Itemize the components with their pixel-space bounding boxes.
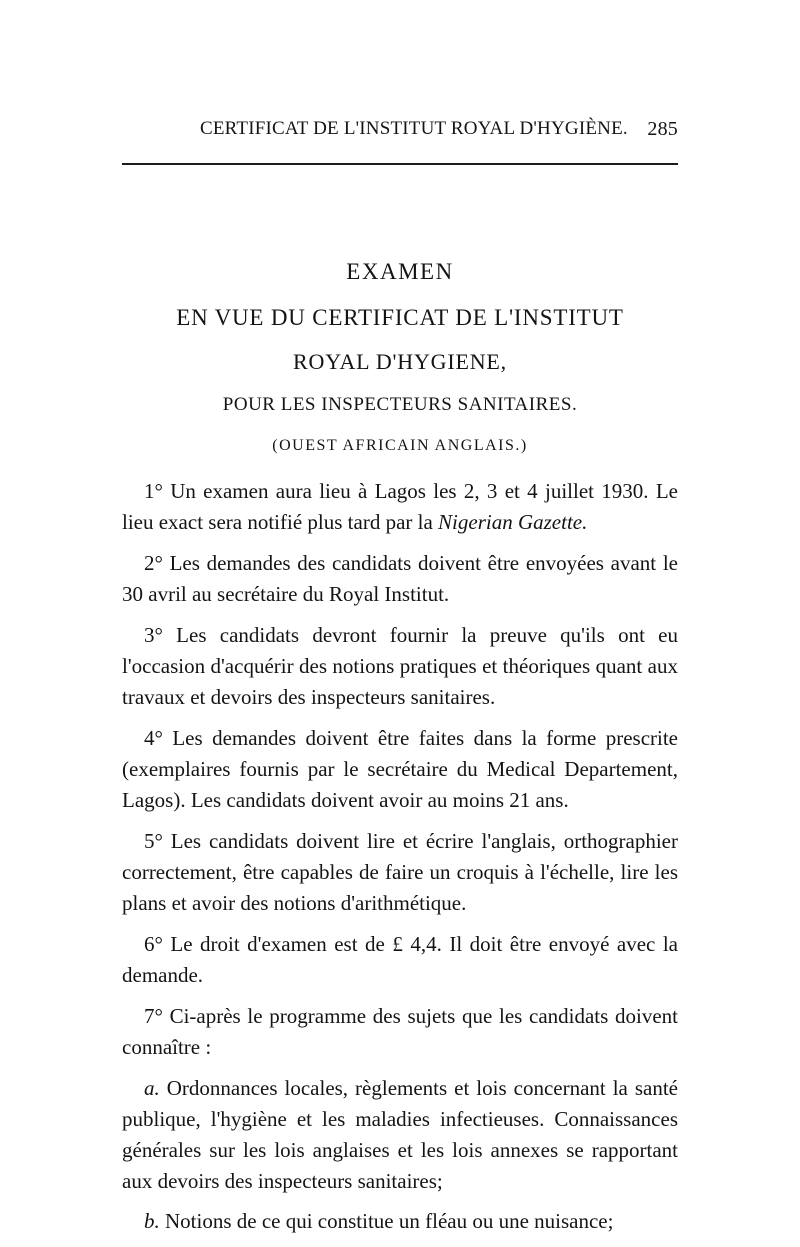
paragraph-6: 6° Le droit d'examen est de £ 4,4. Il doit être envoyé avec la demande.	[122, 932, 678, 987]
title-region: (OUEST AFRICAIN ANGLAIS.)	[272, 437, 528, 454]
paragraph-1	[122, 476, 678, 538]
title-examen: EXAMEN	[346, 259, 454, 284]
running-title: CERTIFICAT DE L'INSTITUT ROYAL D'HYGIÈNE.	[200, 118, 628, 139]
paragraph-3: 3° Les candidats devront fournir la preuve qu'ils ont eu l'occasion d'acquérir des notions pratiques et théoriques quant aux travaux et devoirs des inspecteurs sanitaires.	[122, 623, 678, 709]
section-title-block	[122, 248, 678, 466]
paragraph-a	[122, 1073, 678, 1197]
title-inspecteurs: POUR LES INSPECTEURS SANITAIRES.	[222, 394, 578, 415]
gazette-name: Nigerian Gazette.	[438, 510, 588, 534]
page-number: 285	[647, 118, 678, 140]
paragraph-2: 2° Les demandes des candidats doivent être envoyées avant le 30 avril au secrétaire du Royal Institut.	[122, 551, 678, 606]
paragraph-a-text: Ordonnances locales, règlements et lois concernant la santé publique, l'hygiène et les maladies infectieuses. Connaissances générales sur les lois anglaises et les lois annexes se rapportant aux devoirs des inspecteurs sanitaires;	[122, 1076, 678, 1193]
item-letter-b: b.	[144, 1209, 160, 1233]
title-certificat: EN VUE DU CERTIFICAT DE L'INSTITUT	[176, 305, 624, 330]
paragraph-5: 5° Les candidats doivent lire et écrire l'anglais, orthographier correctement, être capables de faire un croquis à l'échelle, lire les plans et avoir des notions d'arithmétique.	[122, 829, 678, 915]
paragraph-1-text: 1° Un examen aura lieu à Lagos les 2, 3 et 4 juillet 1930. Le lieu exact sera notifié plus tard par la	[122, 479, 678, 534]
header-rule	[122, 163, 678, 165]
title-royal-hygiene: ROYAL D'HYGIENE,	[293, 349, 507, 374]
item-letter-a: a.	[144, 1076, 160, 1100]
paragraph-7: 7° Ci-après le programme des sujets que les candidats doivent connaître :	[122, 1004, 678, 1059]
body-text	[122, 476, 678, 1247]
running-header	[122, 118, 678, 148]
paragraph-4: 4° Les demandes doivent être faites dans la forme prescrite (exemplaires fournis par le secrétaire du Medical Departement, Lagos). Les candidats doivent avoir au moins 21 ans.	[122, 726, 678, 812]
paragraph-b-text: Notions de ce qui constitue un fléau ou une nuisance;	[159, 1209, 614, 1233]
paragraph-b	[122, 1206, 678, 1237]
